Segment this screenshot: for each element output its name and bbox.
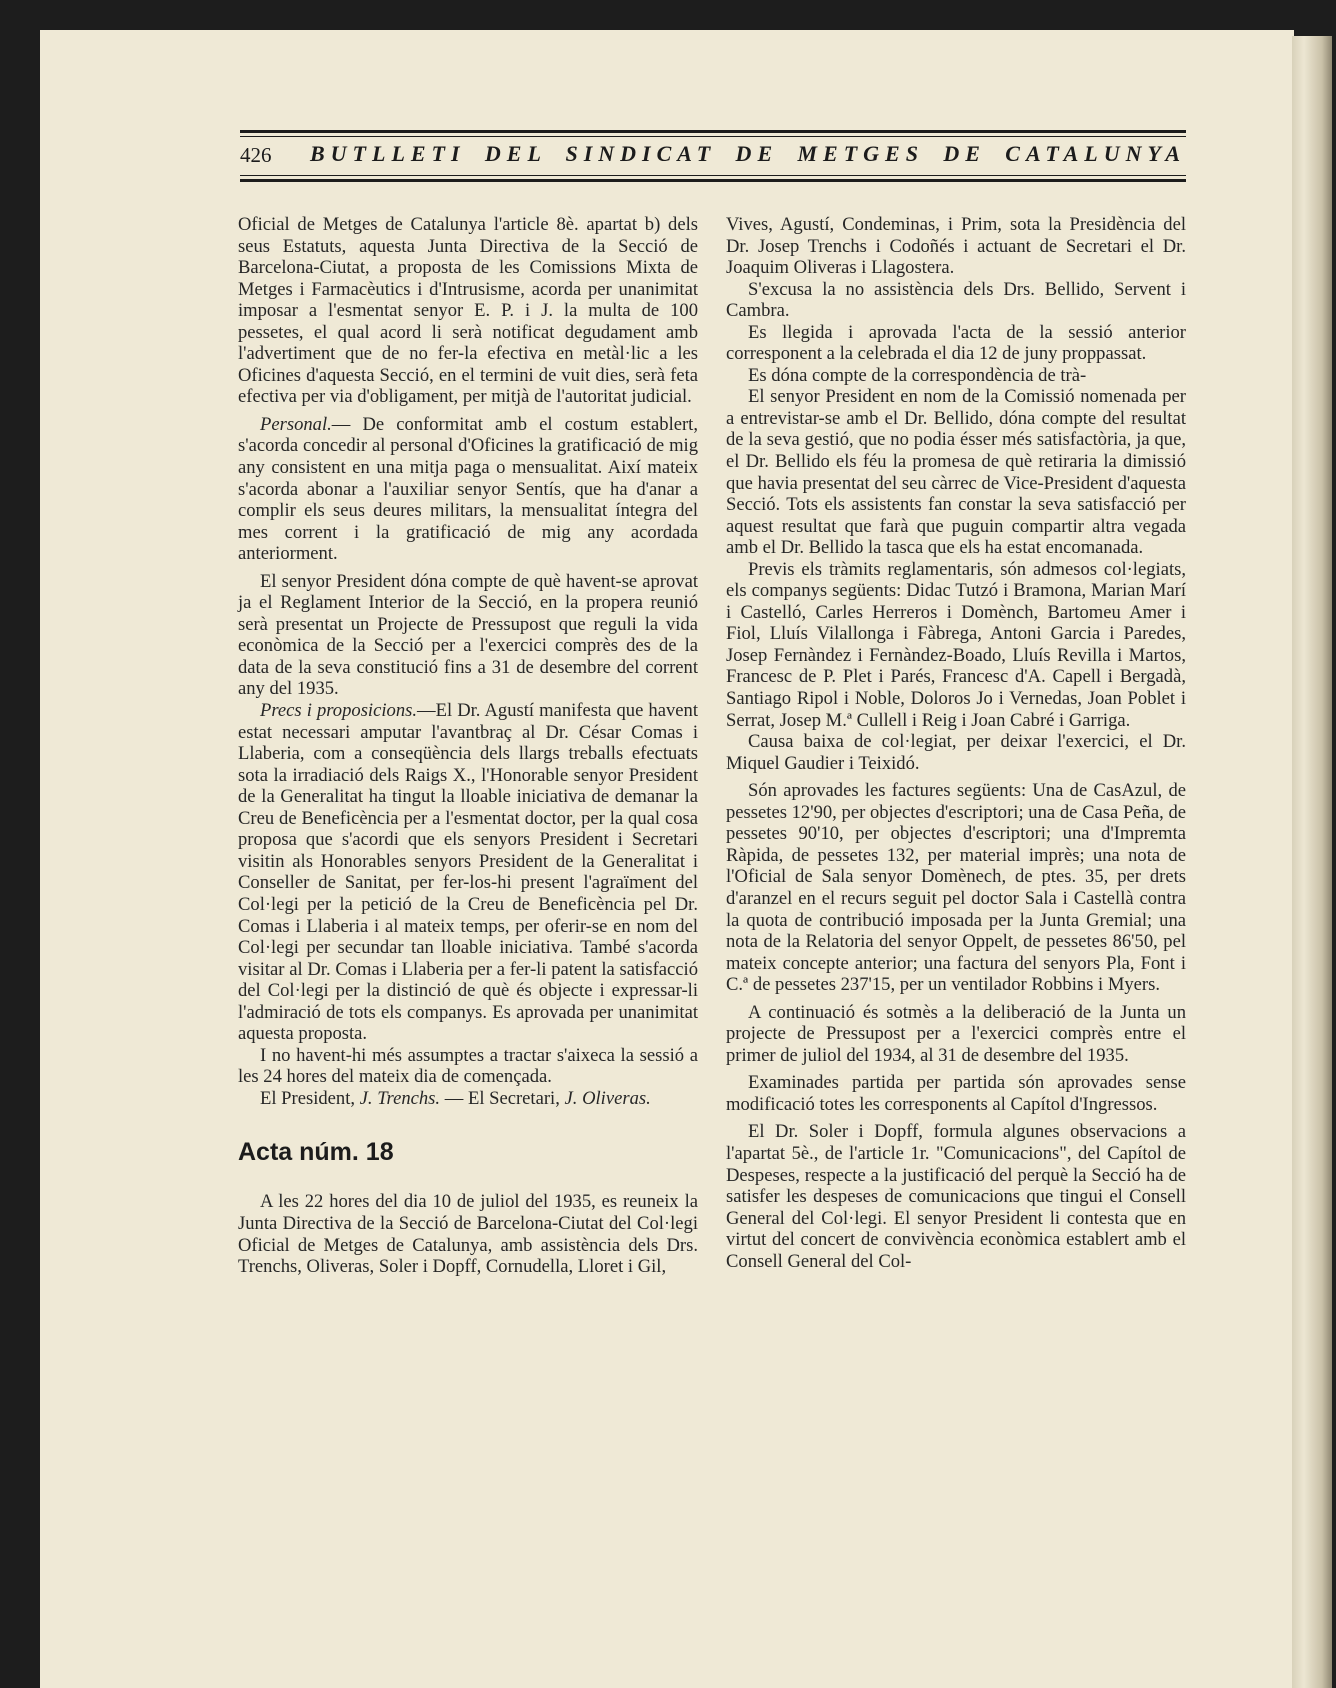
paragraph: Previs els tràmits reglamentaris, són admesos col·legiats, els companys següents: Didac Tutzó i Bramona, Marian Marí i Castelló, Carles Herreros i Domènch, Bartomeu Amer i Fiol, Lluís Vilallonga i Fàbrega, Antoni Garcia i Paredes, Josep Fernàndez i Fernàndez-Boado, Lluís Revilla i Martos, Francesc de P. Plet i Parés, Francesc d'A. Capell i Bergadà, Santiago Ripol i Noble, Doloros Jo i Vernedas, Joan Poblet i Serrat, Josep M.ª Cullell i Reig i Joan Cabré i Garriga. [726, 558, 1186, 731]
running-title: BUTLLETI DEL SINDICAT DE METGES DE CATALUNYA [310, 141, 1186, 166]
header-rule-bottom [240, 179, 1186, 182]
header-rule-top [240, 130, 1186, 133]
paragraph: Són aprovades les factures següents: Una de CasAzul, de pessetes 12'90, per objectes d'escriptori; una de Casa Peña, de pessetes 90'10, per objectes d'escriptori; una d'Impremta Ràpida, de pessetes 132, per material imprès; una nota de l'Oficial de Sala senyor Domènech, de ptes. 35, per drets d'aranzel en el recurs seguit pel doctor Sala i Castellà contra la quota de contribució imposada per la Junta Gremial; una nota de la Relatoria del senyor Oppelt, de pessetes 86'50, pel mateix concepte anterior; una factura del senyors Pla, Font i C.ª de pessetes 237'15, per un ventilador Robbins i Myers. [726, 780, 1186, 996]
paragraph: I no havent-hi més assumptes a tractar s'aixeca la sessió a les 24 hores del mateix dia de començada. [238, 1044, 698, 1088]
page-edge [1292, 36, 1332, 1688]
paragraph: A les 22 hores del dia 10 de juliol del 1935, es reuneix la Junta Directiva de la Secció de Barcelona-Ciutat del Col·legi Oficial de Metges de Catalunya, amb assistència dels Drs. Trenchs, Oliveras, Soler i Dopff, Cornudella, Lloret i Gil, [238, 1191, 698, 1278]
paragraph: El senyor President en nom de la Comissió nomenada per a entrevistar-se amb el Dr. Bellido, dóna compte del resultat de la seva gestió, que no podia ésser més satisfactòria, ja que, el Dr. Bellido els féu la promesa de què retiraria la dimissió que havia presentat del seu càrrec de Vice-President d'aquesta Secció. Tots els assistents fan constar la seva satisfacció per aquest resultat que farà que puguin compartir altra vegada amb el Dr. Bellido la tasca que els ha estat encomanada. [726, 386, 1186, 559]
paragraph: El senyor President dóna compte de què havent-se aprovat ja el Reglament Interior de la Secció, en la propera reunió serà presentat un Projecte de Pressupost que reguli la vida econòmica de la Secció per a l'exercici comprès des de la data de la seva constitució fins a 31 de desembre del corrent any del 1935. [238, 570, 698, 700]
paragraph: Causa baixa de col·legiat, per deixar l'exercici, el Dr. Miquel Gaudier i Teixidó. [726, 731, 1186, 774]
paragraph: Es dóna compte de la correspondència de trà- [748, 364, 1087, 386]
section-lead: Personal. [260, 413, 332, 435]
paragraph: Examinades partida per partida són aprovades sense modificació totes les corresponents al Capítol d'Ingressos. [726, 1072, 1186, 1115]
paragraph-precs [238, 700, 698, 1045]
paragraph: Vives, Agustí, Condeminas, i Prim, sota la Presidència del Dr. Josep Trenchs i Codoñés i actuant de Secretari el Dr. Joaquim Oliveras i Llagostera. [726, 214, 1186, 279]
signature-line [238, 1088, 698, 1110]
paragraph: Oficial de Metges de Catalunya l'article 8è. apartat b) dels seus Estatuts, aquesta Junta Directiva de la Secció de Barcelona-Ciutat, a proposta de les Comissions Mixta de Metges i Farmacèutics i d'Intrusisme, acorda per unanimitat imposar a l'esmentat senyor E. P. i J. la multa de 100 pessetes, el qual acord li serà notificat degudament amb l'advertiment que de no fer-la efectiva en metàl·lic a les Oficines d'aquesta Secció, en el termini de vuit dies, serà feta efectiva per via d'obligament, per mitjà de l'autoritat judicial. [238, 214, 698, 408]
left-column [238, 214, 698, 1278]
header-rule-top-thin [240, 136, 1186, 137]
acta-heading: Acta núm. 18 [238, 1138, 394, 1167]
paragraph: S'excusa la no assistència dels Drs. Bellido, Servent i Cambra. [726, 278, 1186, 322]
paragraph-text: — De conformitat amb el costum establert, s'acorda concedir al personal d'Oficines la gratificació de mig any consistent en una mitja paga o mensualitat. Així mateix s'acorda abonar a l'auxiliar senyor Sentís, que ha d'anar a complir els seus deures militars, la mensualitat íntegra del mes corrent i la gratificació de mig any acordada anteriorment. [238, 413, 698, 565]
paragraph: A continuació és sotmès a la deliberació de la Junta un projecte de Pressupost per a l'exercici comprès entre el primer de juliol del 1934, al 31 de desembre del 1935. [726, 1001, 1186, 1066]
paragraph: El Dr. Soler i Dopff, formula algunes observacions a l'apartat 5è., de l'article 1r. "Comunicacions", del Capítol de Despeses, respecte a la justificació del perquè la Secció ha de satisfer les despeses de comunicacions que tingui el Consell General del Col·legi. El senyor President li contesta que en virtut del concert de convivència econòmica establert amb el Consell General del Col- [726, 1121, 1186, 1272]
signature-name: J. Oliveras. [564, 1087, 651, 1109]
signature-name: J. Trenchs. [359, 1087, 441, 1109]
paragraph: Es llegida i aprovada l'acta de la sessió anterior corresponent a la celebrada el dia 12 de juny proppassat. [726, 321, 1186, 365]
signature-role: — El Secretari, [440, 1087, 565, 1109]
paragraph-text: —El Dr. Agustí manifesta que havent estat necessari amputar l'avantbraç al Dr. César Comas i Llaberia, com a conseqüència dels llargs treballs efectuats sota la irradiació dels Raigs X., l'Honorable senyor President de la Generalitat ha tingut la lloable iniciativa de demanar la Creu de Beneficència per a l'esmentat doctor, per la qual cosa proposa que s'acordi que els senyors President i Secretari visitin als Honorables senyors President de la Generalitat i Conseller de Sanitat, per fer-los-hi present l'agraïment del Col·legi per la petició de la Creu de Beneficència pel Dr. Comas i Llaberia i al mateix temps, per oferir-se en nom del Col·legi per secundar tan lloable iniciativa. També s'acorda visitar al Dr. Comas i Llaberia per a fer-li patent la satisfacció del Col·legi per la distinció de què és objecte i expressar-li l'admiració de tots els companys. Es aprovada per unanimitat aquesta proposta. [238, 700, 698, 1045]
right-column [726, 214, 1186, 1272]
header-rule-bottom-thin [240, 175, 1186, 176]
page-number: 426 [240, 143, 272, 167]
section-lead: Precs i proposicions. [260, 700, 417, 722]
paragraph-personal [238, 414, 698, 565]
signature-role: El President, [260, 1087, 360, 1109]
running-header [240, 128, 1186, 182]
